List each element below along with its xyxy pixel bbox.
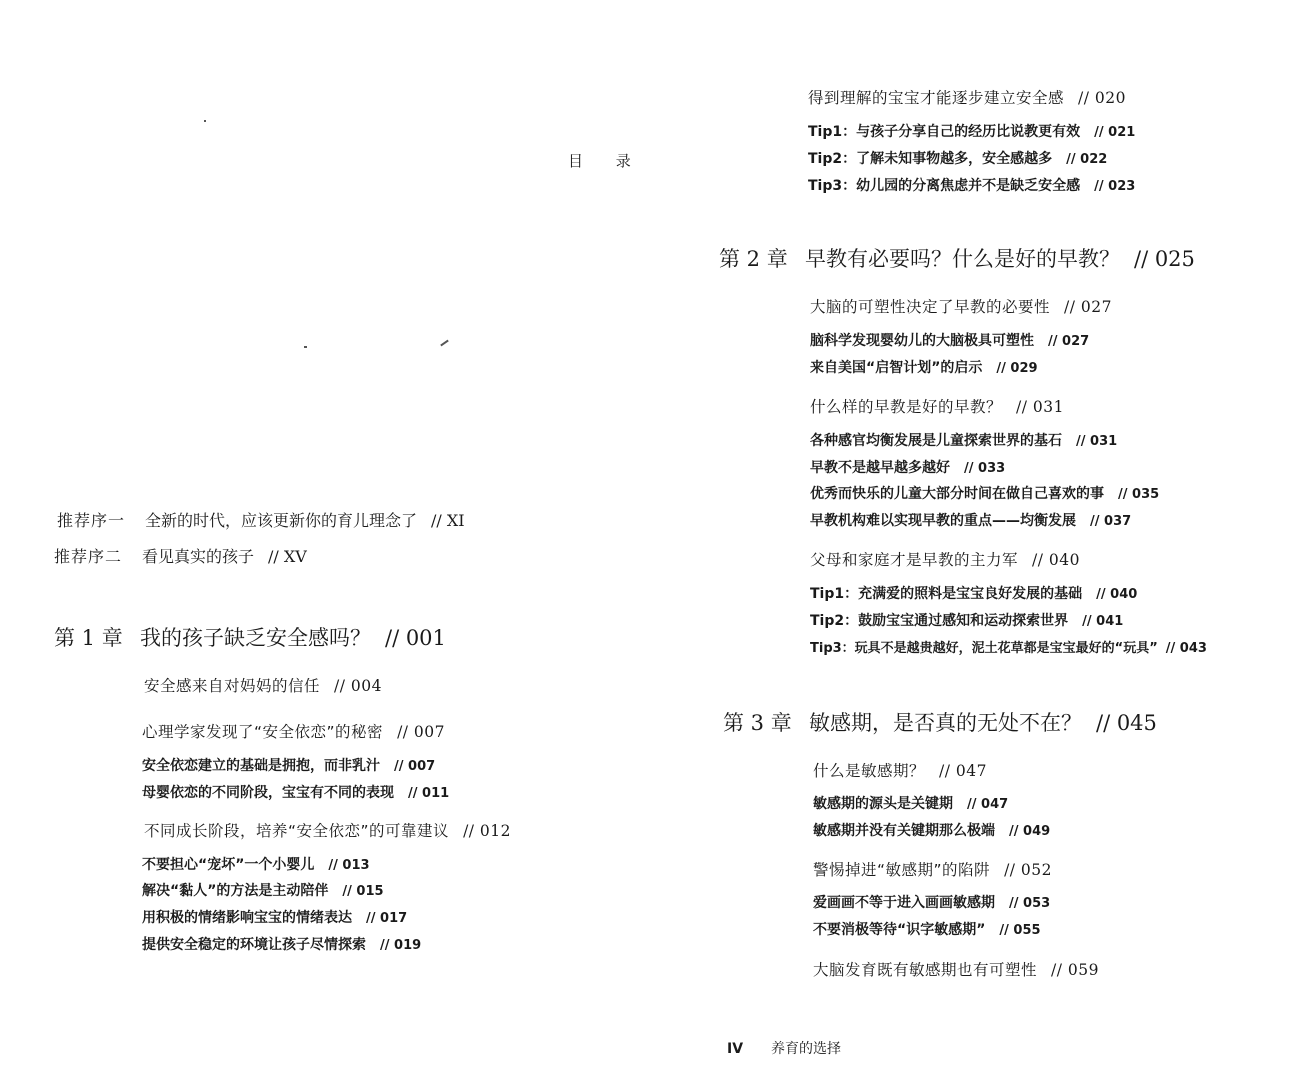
preface-label: 推荐序二 bbox=[54, 547, 123, 566]
toc-section: 父母和家庭才是早教的主力军 // 040 bbox=[810, 551, 1080, 569]
left-page bbox=[0, 0, 653, 1080]
toc-section: 大脑的可塑性决定了早教的必要性 // 027 bbox=[810, 298, 1112, 316]
chapter-number: 第 2 章 bbox=[719, 247, 788, 271]
scan-speck bbox=[440, 340, 449, 347]
toc-subsection: Tip2：鼓励宝宝通过感知和运动探索世界 // 041 bbox=[810, 613, 1124, 629]
toc-subsection: 爱画画不等于进入画画敏感期 // 053 bbox=[813, 895, 1051, 911]
page-ref: // XI bbox=[431, 511, 465, 530]
page-ref: // XV bbox=[268, 547, 307, 566]
preface-2 bbox=[54, 544, 307, 567]
chapter-2-heading bbox=[719, 243, 1195, 273]
toc-section: 心理学家发现了“安全依恋”的秘密 // 007 bbox=[142, 723, 446, 741]
page-number: IV bbox=[727, 1041, 744, 1057]
toc-title: 目 录 bbox=[568, 152, 645, 170]
chapter-title: 我的孩子缺乏安全感吗？ bbox=[140, 626, 371, 650]
chapter-title: 敏感期，是否真的无处不在？ bbox=[809, 711, 1082, 735]
toc-section: 什么是敏感期？ // 047 bbox=[813, 762, 987, 780]
preface-title: 全新的时代，应该更新你的育儿理念了 bbox=[145, 511, 418, 530]
toc-subsection: 早教不是越早越多越好 // 033 bbox=[810, 460, 1006, 476]
chapter-number: 第 1 章 bbox=[54, 626, 123, 650]
toc-subsection: 优秀而快乐的儿童大部分时间在做自己喜欢的事 // 035 bbox=[810, 486, 1160, 502]
toc-subsection: Tip3：幼儿园的分离焦虑并不是缺乏安全感 // 023 bbox=[808, 178, 1136, 194]
toc-section: 得到理解的宝宝才能逐步建立安全感 // 020 bbox=[808, 89, 1126, 107]
page-ref: // 025 bbox=[1134, 247, 1195, 271]
toc-subsection: 来自美国“启智计划”的启示 // 029 bbox=[810, 360, 1038, 376]
toc-section: 警惕掉进“敏感期”的陷阱 // 052 bbox=[813, 861, 1053, 879]
toc-subsection: 安全依恋建立的基础是拥抱，而非乳汁 // 007 bbox=[142, 758, 436, 774]
toc-subsection: 用积极的情绪影响宝宝的情绪表达 // 017 bbox=[142, 910, 408, 926]
toc-section: 什么样的早教是好的早教？ // 031 bbox=[810, 398, 1064, 416]
preface-label: 推荐序一 bbox=[57, 511, 126, 530]
toc-subsection: 母婴依恋的不同阶段，宝宝有不同的表现 // 011 bbox=[142, 785, 450, 801]
toc-subsection: 早教机构难以实现早教的重点——均衡发展 // 037 bbox=[810, 513, 1132, 529]
toc-subsection: Tip1：与孩子分享自己的经历比说教更有效 // 021 bbox=[808, 124, 1136, 140]
right-page bbox=[653, 0, 1307, 1080]
toc-subsection: Tip1：充满爱的照料是宝宝良好发展的基础 // 040 bbox=[810, 586, 1138, 602]
chapter-title: 早教有必要吗？什么是好的早教？ bbox=[805, 247, 1120, 271]
page-ref: // 001 bbox=[385, 626, 446, 650]
book-title: 养育的选择 bbox=[771, 1041, 841, 1057]
toc-section: 不同成长阶段，培养“安全依恋”的可靠建议 // 012 bbox=[144, 822, 512, 840]
toc-subsection: 脑科学发现婴幼儿的大脑极具可塑性 // 027 bbox=[810, 333, 1090, 349]
page-footer bbox=[727, 1038, 841, 1058]
toc-subsection: 各种感官均衡发展是儿童探索世界的基石 // 031 bbox=[810, 433, 1118, 449]
toc-section: 大脑发育既有敏感期也有可塑性 // 059 bbox=[813, 961, 1099, 979]
preface-title: 看见真实的孩子 bbox=[142, 547, 255, 566]
toc-subsection: 敏感期的源头是关键期 // 047 bbox=[813, 796, 1009, 812]
toc-subsection: Tip3：玩具不是越贵越好，泥土花草都是宝宝最好的“玩具” // 043 bbox=[810, 641, 1207, 656]
scan-speck bbox=[204, 120, 206, 122]
scan-speck bbox=[304, 346, 307, 348]
toc-subsection: 不要担心“宠坏”一个小婴儿 // 013 bbox=[142, 857, 370, 873]
toc-subsection: 解决“黏人”的方法是主动陪伴 // 015 bbox=[142, 883, 384, 899]
toc-subsection: 提供安全稳定的环境让孩子尽情探索 // 019 bbox=[142, 937, 422, 953]
toc-subsection: 敏感期并没有关键期那么极端 // 049 bbox=[813, 823, 1051, 839]
preface-1 bbox=[57, 508, 465, 531]
chapter-1-heading bbox=[54, 622, 446, 652]
toc-subsection: Tip2：了解未知事物越多，安全感越多 // 022 bbox=[808, 151, 1108, 167]
chapter-3-heading bbox=[723, 707, 1157, 737]
toc-subsection: 不要消极等待“识字敏感期” // 055 bbox=[813, 922, 1041, 938]
toc-section: 安全感来自对妈妈的信任 // 004 bbox=[144, 677, 382, 695]
chapter-number: 第 3 章 bbox=[723, 711, 792, 735]
page-ref: // 045 bbox=[1096, 711, 1157, 735]
